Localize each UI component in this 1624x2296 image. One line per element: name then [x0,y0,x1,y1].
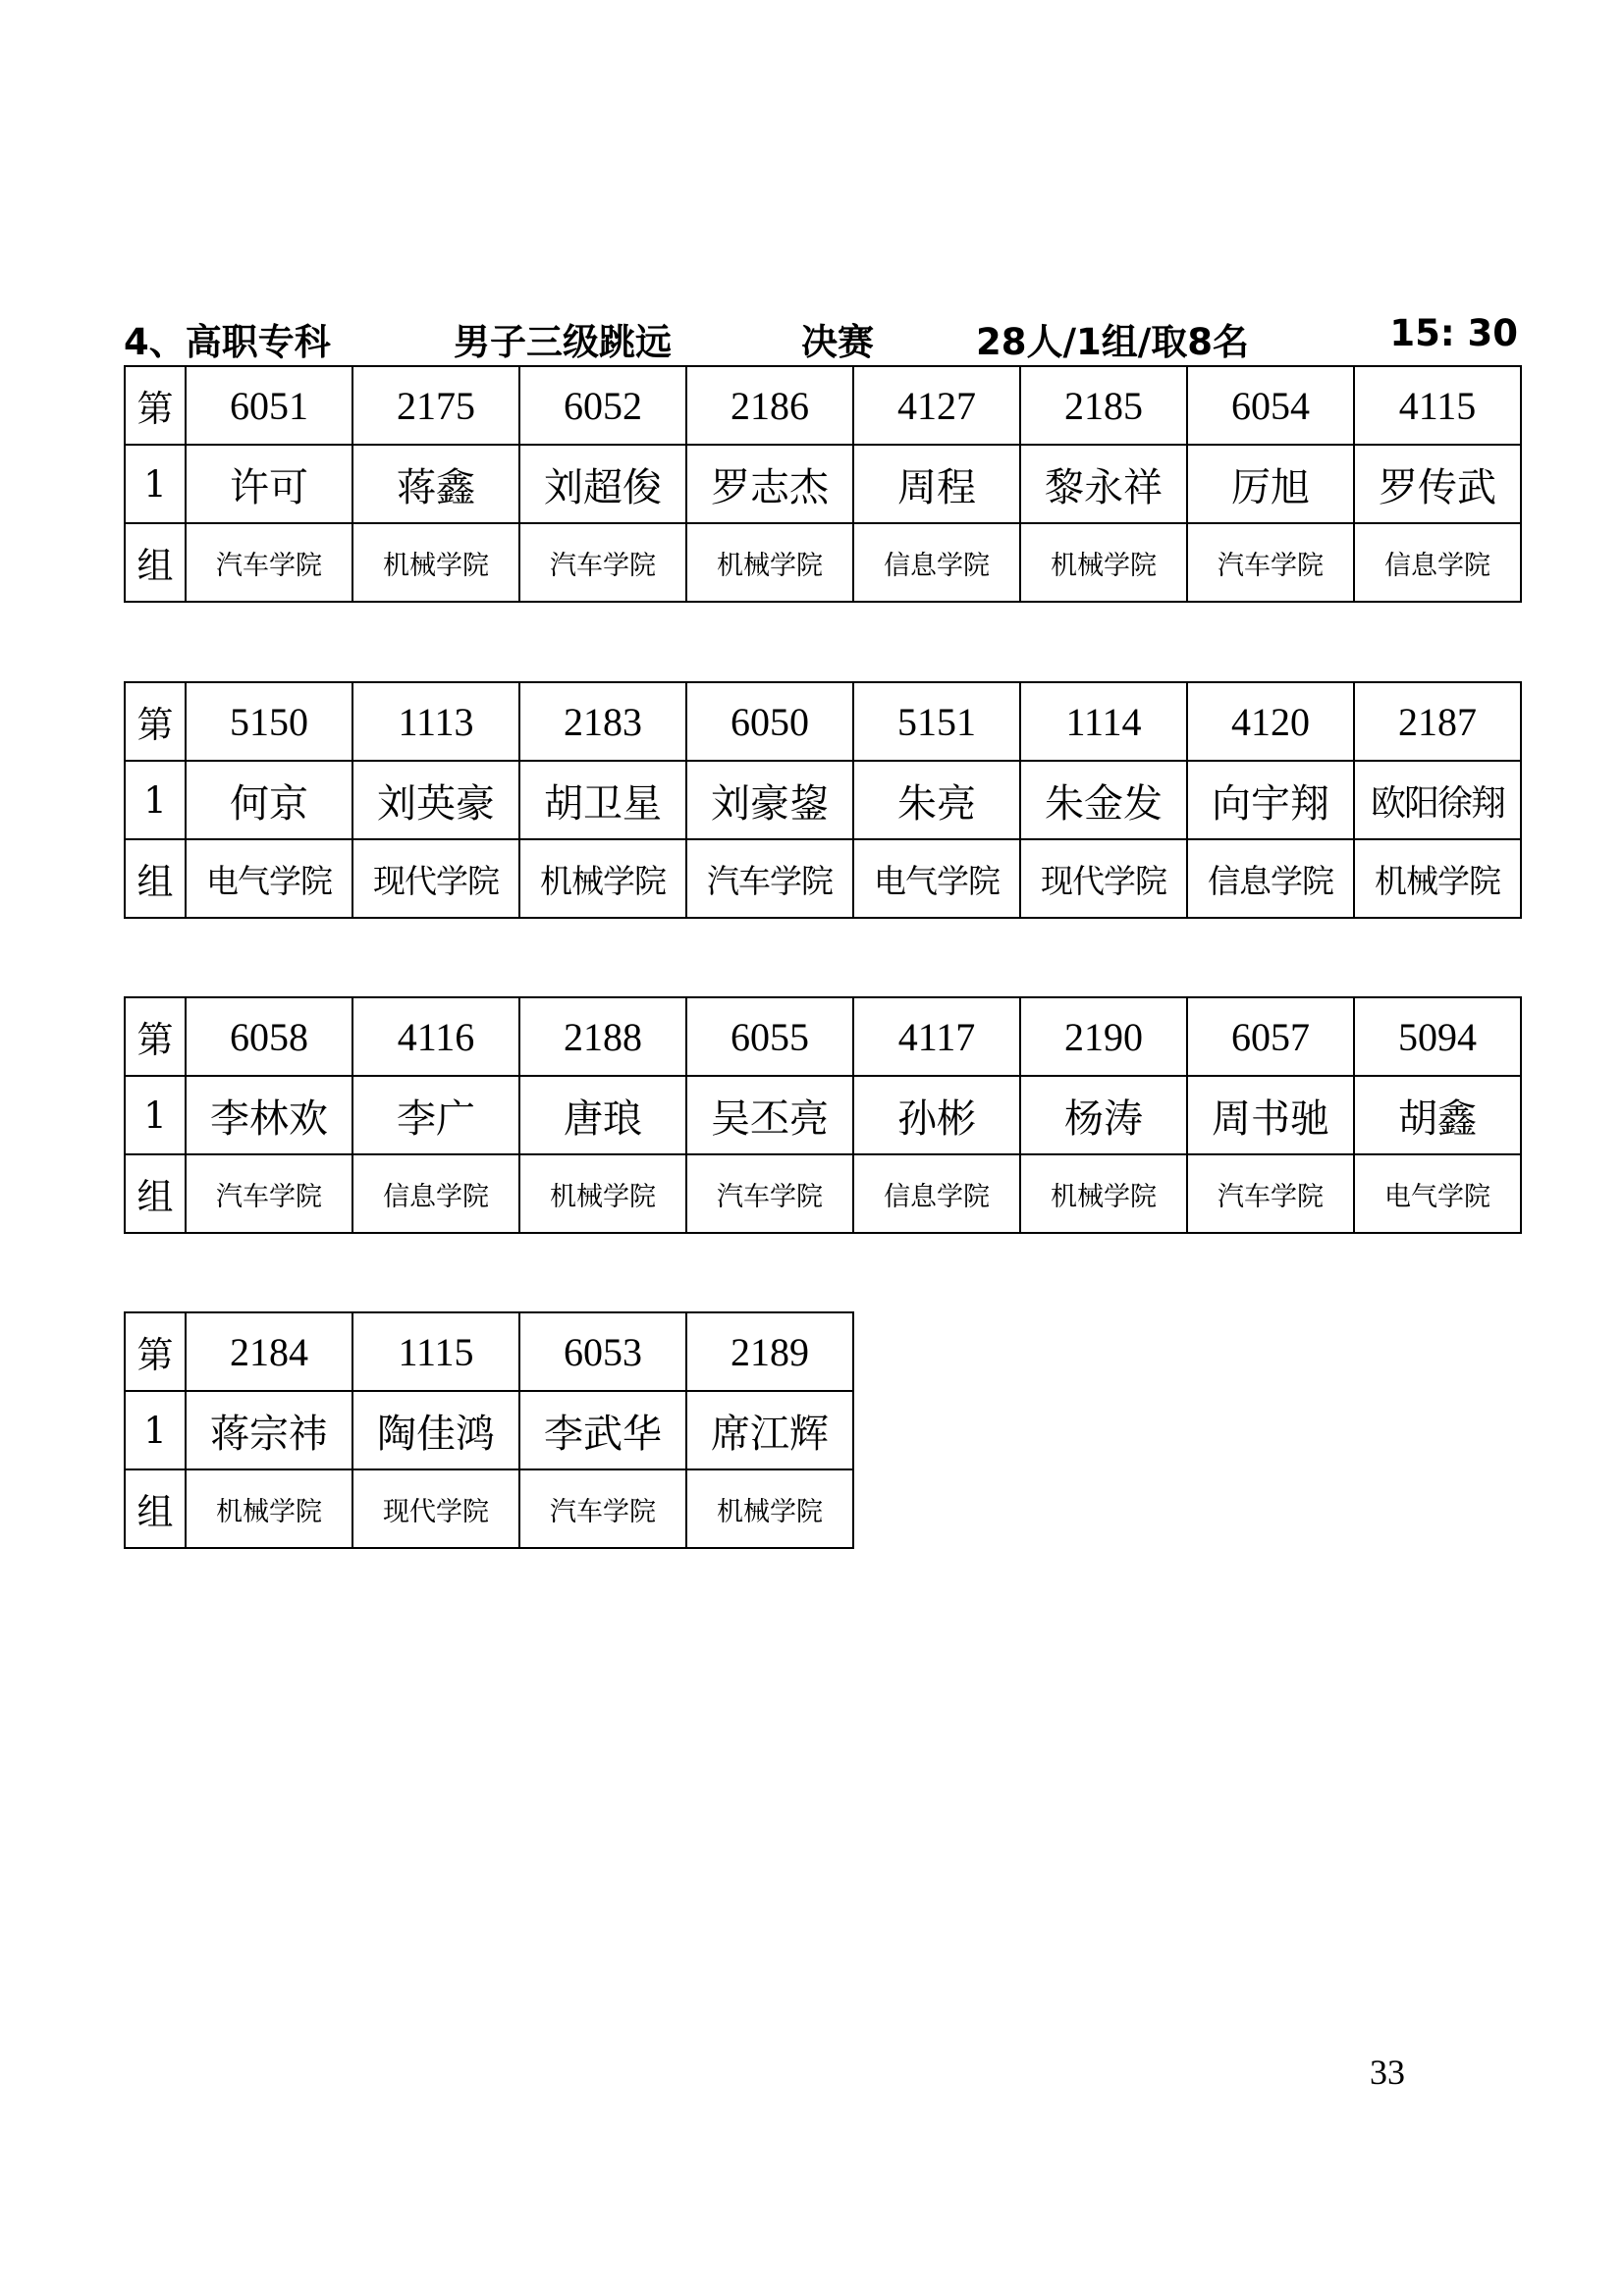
athlete-name: 周书驰 [1187,1076,1354,1154]
athlete-name: 刘英豪 [352,761,519,839]
athlete-name: 刘超俊 [519,445,686,523]
athlete-id: 6052 [519,366,686,445]
event-count: 28人/1组/取8名 [976,321,1250,363]
athlete-name: 向宇翔 [1187,761,1354,839]
athlete-id: 4127 [853,366,1020,445]
athlete-id: 2190 [1020,997,1187,1076]
athlete-name: 陶佳鸿 [352,1391,519,1469]
athlete-name: 许可 [186,445,352,523]
athlete-id: 6054 [1187,366,1354,445]
athlete-id: 2183 [519,682,686,761]
athlete-name: 欧阳徐翔 [1354,761,1521,839]
athlete-college: 电气学院 [186,839,352,918]
athlete-id: 2187 [1354,682,1521,761]
athlete-name: 朱金发 [1020,761,1187,839]
athlete-college: 汽车学院 [186,1154,352,1233]
athlete-college: 信息学院 [1187,839,1354,918]
athlete-id: 6053 [519,1312,686,1391]
athlete-name: 罗传武 [1354,445,1521,523]
athlete-college: 机械学院 [1020,523,1187,602]
athlete-college: 汽车学院 [519,523,686,602]
group-label-char: 组 [125,523,186,602]
athlete-college: 机械学院 [1354,839,1521,918]
athlete-college: 信息学院 [352,1154,519,1233]
athlete-id: 1115 [352,1312,519,1391]
athlete-name: 蒋宗祎 [186,1391,352,1469]
athlete-college: 电气学院 [853,839,1020,918]
athlete-college: 汽车学院 [1187,1154,1354,1233]
athlete-id: 2184 [186,1312,352,1391]
athlete-id: 2189 [686,1312,853,1391]
athlete-name: 李广 [352,1076,519,1154]
athlete-college: 电气学院 [1354,1154,1521,1233]
athlete-name: 刘豪鋆 [686,761,853,839]
group-label-char: 组 [125,839,186,918]
athlete-college: 信息学院 [853,523,1020,602]
group-table-3 [124,996,1522,1234]
athlete-id: 6057 [1187,997,1354,1076]
athlete-college: 汽车学院 [1187,523,1354,602]
athlete-id: 6055 [686,997,853,1076]
athlete-name: 唐琅 [519,1076,686,1154]
athlete-id: 2175 [352,366,519,445]
athlete-college: 汽车学院 [686,839,853,918]
athlete-name: 何京 [186,761,352,839]
group-label-char: 1 [125,445,186,523]
athlete-id: 2185 [1020,366,1187,445]
athlete-id: 4115 [1354,366,1521,445]
event-time: 15: 30 [1389,312,1518,354]
athlete-name: 孙彬 [853,1076,1020,1154]
athlete-college: 机械学院 [1020,1154,1187,1233]
event-name: 男子三级跳远 [454,321,672,363]
athlete-id: 5094 [1354,997,1521,1076]
athlete-college: 汽车学院 [186,523,352,602]
athlete-name: 周程 [853,445,1020,523]
athlete-name: 李武华 [519,1391,686,1469]
athlete-id: 4120 [1187,682,1354,761]
group-label-char: 第 [125,997,186,1076]
athlete-name: 朱亮 [853,761,1020,839]
group-label-char: 组 [125,1469,186,1548]
athlete-id: 6051 [186,366,352,445]
athlete-name: 罗志杰 [686,445,853,523]
athlete-id: 1113 [352,682,519,761]
athlete-college: 机械学院 [686,1469,853,1548]
group-label-char: 第 [125,366,186,445]
athlete-college: 汽车学院 [519,1469,686,1548]
group-label-char: 组 [125,1154,186,1233]
athlete-college: 现代学院 [352,1469,519,1548]
athlete-college: 机械学院 [352,523,519,602]
athlete-name: 胡卫星 [519,761,686,839]
athlete-college: 信息学院 [1354,523,1521,602]
event-index: 4、高职专科 [124,321,331,363]
athlete-college: 现代学院 [1020,839,1187,918]
athlete-name: 黎永祥 [1020,445,1187,523]
athlete-id: 2188 [519,997,686,1076]
event-round: 决赛 [801,321,874,363]
group-label-char: 第 [125,1312,186,1391]
athlete-name: 吴丕亮 [686,1076,853,1154]
group-label-char: 1 [125,1076,186,1154]
page-number: 33 [1370,2053,1405,2092]
athlete-college: 现代学院 [352,839,519,918]
athlete-id: 6058 [186,997,352,1076]
group-table-2 [124,681,1522,919]
athlete-name: 杨涛 [1020,1076,1187,1154]
athlete-college: 机械学院 [686,523,853,602]
group-table-1 [124,365,1522,603]
athlete-id: 5150 [186,682,352,761]
athlete-id: 2186 [686,366,853,445]
athlete-name: 席江辉 [686,1391,853,1469]
athlete-id: 4116 [352,997,519,1076]
group-label-char: 1 [125,761,186,839]
athlete-name: 胡鑫 [1354,1076,1521,1154]
group-label-char: 1 [125,1391,186,1469]
athlete-name: 李林欢 [186,1076,352,1154]
group-label-char: 第 [125,682,186,761]
athlete-id: 6050 [686,682,853,761]
athlete-name: 蒋鑫 [352,445,519,523]
athlete-college: 机械学院 [186,1469,352,1548]
athlete-name: 厉旭 [1187,445,1354,523]
athlete-college: 机械学院 [519,1154,686,1233]
athlete-college: 汽车学院 [686,1154,853,1233]
athlete-college: 机械学院 [519,839,686,918]
event-header [124,306,1518,361]
athlete-id: 1114 [1020,682,1187,761]
group-table-4 [124,1311,854,1549]
athlete-id: 5151 [853,682,1020,761]
athlete-id: 4117 [853,997,1020,1076]
athlete-college: 信息学院 [853,1154,1020,1233]
